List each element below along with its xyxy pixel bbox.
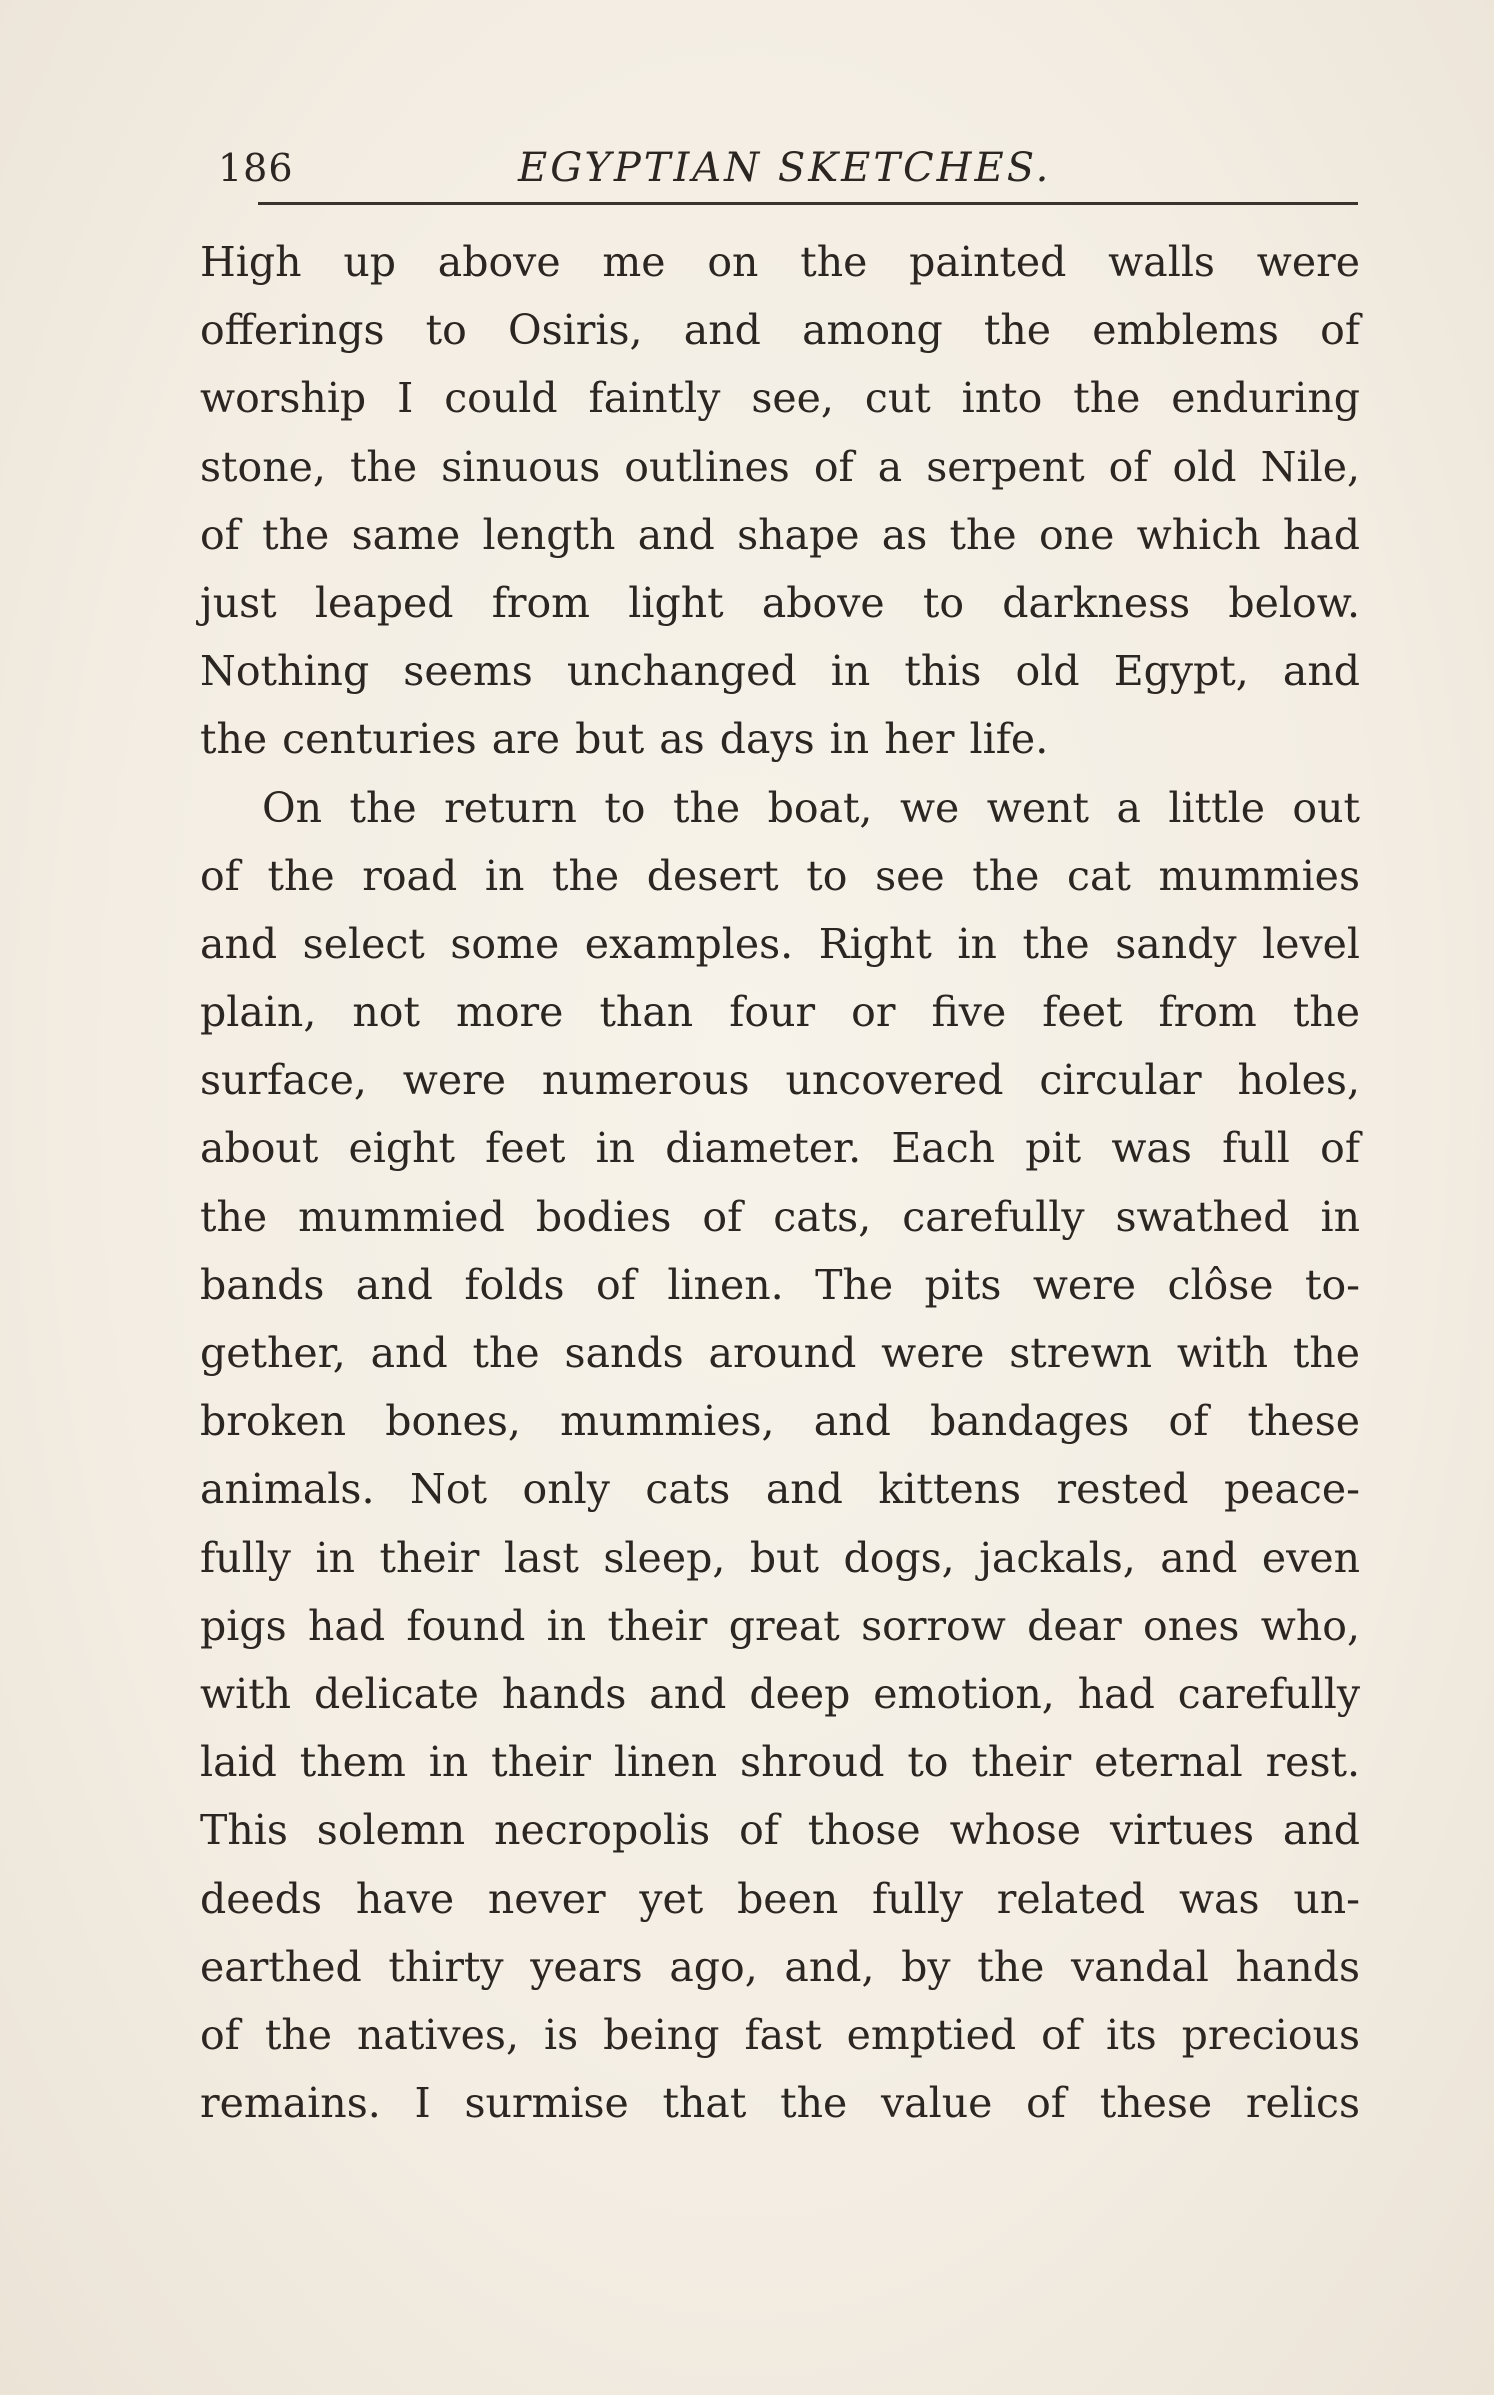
text-line: offerings to Osiris, and among the emblems of: [200, 306, 1360, 355]
text-line: of the same length and shape as the one which had: [200, 510, 1360, 559]
body-text: [200, 228, 1360, 2137]
text-line: the centuries are but as days in her life.: [200, 715, 1049, 764]
text-line: pigs had found in their great sorrow dear ones who,: [200, 1601, 1360, 1650]
running-head: [218, 138, 1358, 198]
text-line: of the natives, is being fast emptied of its precious: [200, 2010, 1360, 2059]
text-line: surface, were numerous uncovered circular holes,: [200, 1056, 1360, 1105]
text-line: animals. Not only cats and kittens rested peace-: [200, 1465, 1360, 1514]
text-line: the mummied bodies of cats, carefully swathed in: [200, 1192, 1360, 1241]
text-line: earthed thirty years ago, and, by the vandal hands: [200, 1942, 1360, 1991]
text-line: plain, not more than four or five feet from the: [200, 988, 1360, 1037]
text-line: gether, and the sands around were strewn with the: [200, 1329, 1360, 1377]
text-line: and select some examples. Right in the sandy level: [200, 919, 1360, 968]
text-line: Nothing seems unchanged in this old Egypt, and: [200, 647, 1360, 696]
text-line: deeds have never yet been fully related was un-: [200, 1874, 1360, 1923]
text-line: of the road in the desert to see the cat mummies: [200, 851, 1360, 900]
text-line: broken bones, mummies, and bandages of these: [200, 1397, 1360, 1446]
text-line: stone, the sinuous outlines of a serpent of old Nile,: [200, 442, 1360, 491]
text-line: with delicate hands and deep emotion, had carefully: [200, 1669, 1360, 1718]
text-line: fully in their last sleep, but dogs, jackals, and even: [200, 1533, 1360, 1582]
text-line: worship I could faintly see, cut into the enduring: [200, 374, 1360, 423]
text-line: This solemn necropolis of those whose virtues and: [200, 1806, 1360, 1855]
text-line: remains. I surmise that the value of these relics: [200, 2079, 1360, 2128]
page-number: 186: [218, 146, 294, 190]
header-rule: [258, 202, 1358, 205]
paragraph-start-line: On the return to the boat, we went a little out: [262, 783, 1360, 832]
running-title: EGYPTIAN SKETCHES.: [518, 145, 1052, 191]
text-line: laid them in their linen shroud to their eternal rest.: [200, 1738, 1360, 1787]
text-line: about eight feet in diameter. Each pit was full of: [200, 1124, 1360, 1173]
text-line: bands and folds of linen. The pits were clôse to-: [200, 1260, 1360, 1309]
text-line: just leaped from light above to darkness below.: [200, 578, 1360, 627]
text-line: High up above me on the painted walls were: [200, 238, 1360, 286]
